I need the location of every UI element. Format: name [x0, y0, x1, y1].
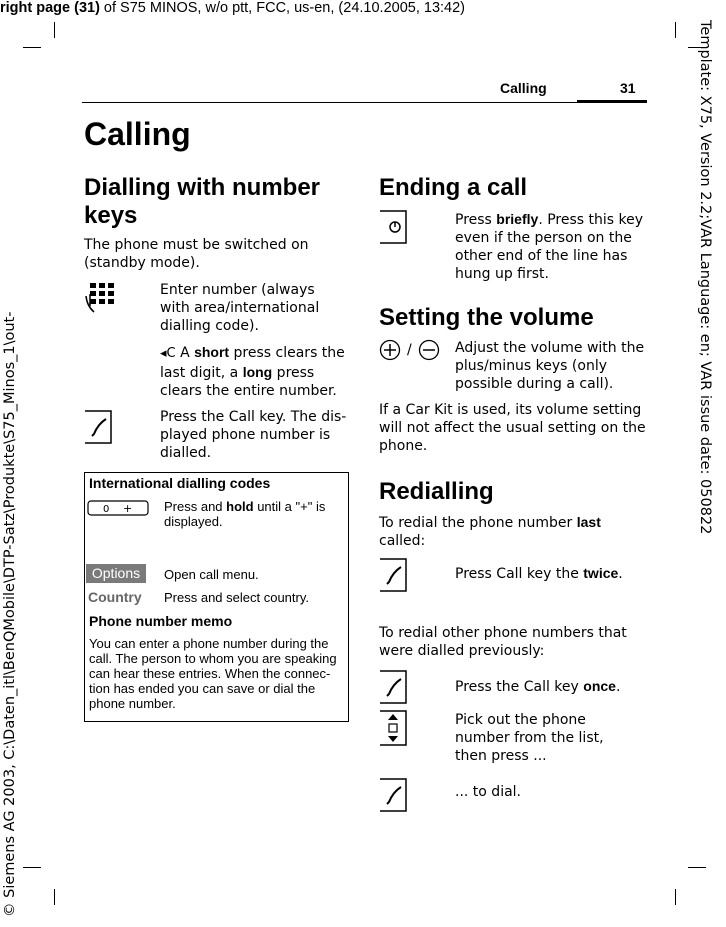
- memo-text: You can enter a phone number during the call. The person to whom you are speaking can hear these entries. When the connec- tion has ended you can save or dial the phone number.: [89, 636, 337, 711]
- step-press-call: Press the Call key. The dis- played phone number is dialled.: [160, 409, 347, 461]
- redial-other-text: To redial other phone numbers that were dialled previously:: [379, 625, 627, 659]
- plus-key-icon: [379, 339, 401, 361]
- redial-step-twice: Press Call key the twice.: [455, 565, 623, 582]
- box-row-country-text: Press and select country.: [164, 590, 309, 605]
- minus-key-icon: [418, 339, 440, 361]
- running-header-title: Calling: [500, 80, 547, 96]
- crop-mark: [54, 22, 55, 38]
- memo-title: Phone number memo: [89, 613, 233, 629]
- crop-mark: [23, 47, 41, 48]
- header-rule: [82, 102, 647, 103]
- clear-key-note: ◂C A short press clears the last digit, a long press clears the entire number.: [160, 344, 345, 399]
- step-enter-number: Enter number (always with area/international dialling code).: [160, 282, 320, 334]
- crop-mark: [54, 889, 55, 905]
- end-key-icon: [379, 210, 407, 244]
- page-title: Calling: [84, 116, 191, 152]
- call-key-icon: [379, 778, 407, 812]
- dialling-intro: The phone must be switched on (standby mode).: [84, 237, 309, 271]
- svg-text:+: +: [123, 502, 133, 515]
- section-heading-ending: Ending a call: [379, 174, 528, 201]
- template-info: Template: X75, Version 2.2;VAR Language: en; VAR issue date: 050822: [697, 20, 713, 535]
- box-row-hold: Press and hold until a "+" is displayed.: [164, 499, 326, 529]
- svg-text:0: 0: [103, 504, 110, 515]
- box-row-options-text: Open call menu.: [164, 567, 259, 582]
- crop-mark: [688, 867, 706, 868]
- volume-text: Adjust the volume with the plus/minus keys (only possible during a call).: [455, 340, 645, 392]
- redial-step-once: Press the Call key once.: [455, 678, 621, 695]
- volume-separator: /: [407, 342, 412, 358]
- crop-mark: [675, 22, 676, 38]
- clear-key-icon: ◂C: [160, 346, 176, 361]
- number-keys-icon: [84, 282, 118, 318]
- page-number: 31: [620, 80, 636, 96]
- redial-to-dial: ... to dial.: [455, 784, 522, 800]
- call-key-icon: [84, 410, 112, 444]
- country-label: Country: [88, 589, 142, 605]
- section-heading-volume: Setting the volume: [379, 304, 594, 331]
- call-key-icon: [379, 670, 407, 704]
- ending-text: Press briefly. Press this key even if the person on the other end of the line has hung up first.: [455, 211, 644, 282]
- print-info-line: right page (31) of S75 MINOS, w/o ptt, FCC, us-en, (24.10.2005, 13:42): [0, 0, 465, 16]
- navigation-key-icon: [379, 710, 407, 746]
- header-bar: [577, 100, 647, 103]
- section-heading-redialling: Redialling: [379, 478, 494, 505]
- section-heading-dialling: Dialling with number keys: [84, 174, 321, 229]
- redial-intro: To redial the phone number last called:: [379, 514, 601, 549]
- zero-plus-key-icon: [87, 500, 149, 516]
- crop-mark: [675, 889, 676, 905]
- box-title: International dialling codes: [89, 475, 271, 491]
- call-key-icon: [379, 558, 407, 592]
- crop-mark: [23, 867, 41, 868]
- options-softkey[interactable]: Options: [86, 564, 146, 583]
- volume-note: If a Car Kit is used, its volume setting will not affect the usual setting on the phone.: [379, 402, 646, 454]
- copyright-path: © Siemens AG 2003, C:\Daten_itl\BenQMobile\DTP-Satz\Produkte\S75_Minos_1\out-: [2, 311, 18, 917]
- redial-pick-number: Pick out the phone number from the list, then press ...: [455, 712, 604, 764]
